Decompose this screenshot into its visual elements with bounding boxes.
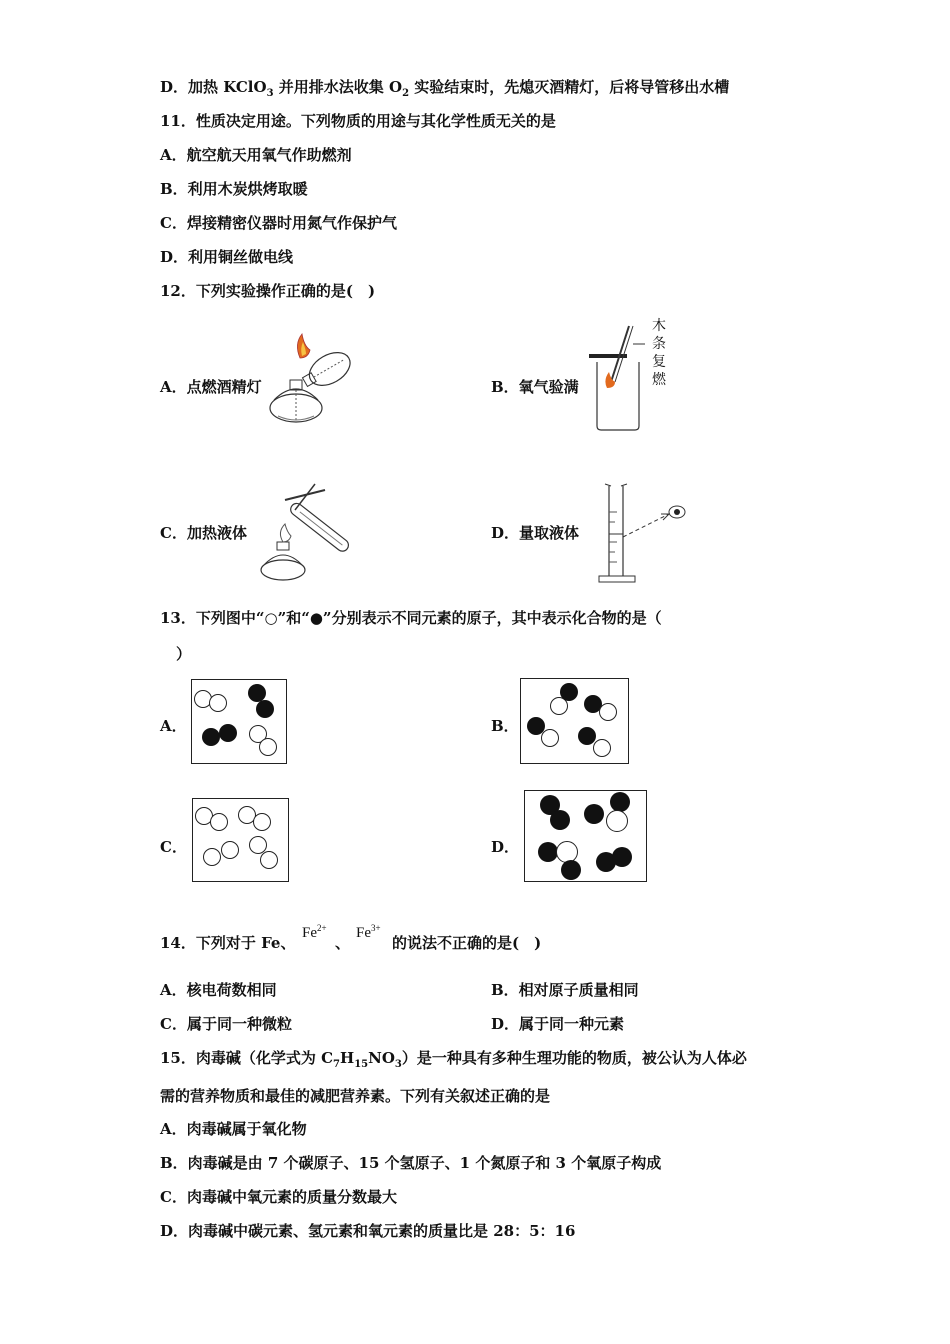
q12-option-b: B．氧气验满 bbox=[491, 378, 579, 396]
oxygen-test-figure bbox=[585, 322, 645, 432]
q14-stem-pre: 14．下列对于 Fe、 bbox=[160, 934, 296, 952]
q10-d-text-2: 并用排水法收集 O bbox=[273, 78, 403, 96]
q15-stem-line-2: 需的营养物质和最佳的减肥营养素。下列有关叙述正确的是 bbox=[160, 1087, 551, 1105]
q10-d-sub-1: 3 bbox=[266, 88, 274, 99]
q11-option-b: B．利用木炭烘烤取暖 bbox=[160, 180, 308, 198]
q15-formula-sub-h: 15 bbox=[354, 1059, 369, 1070]
q14-ion-fe3-charge: 3+ bbox=[371, 923, 381, 933]
q14-separator: 、 bbox=[335, 934, 351, 952]
measuring-cylinder-figure bbox=[597, 482, 692, 584]
q15-option-a: A．肉毒碱属于氧化物 bbox=[160, 1120, 307, 1138]
burning-label-char-3: 复 bbox=[652, 354, 666, 370]
q14-ion-fe2-charge: 2+ bbox=[317, 923, 327, 933]
burning-label-char-2: 条 bbox=[652, 336, 666, 352]
q13-stem-end: ） bbox=[176, 645, 192, 663]
q10-d-sub-2: 2 bbox=[402, 88, 410, 99]
q14-ion-fe3-symbol: Fe bbox=[356, 925, 371, 941]
q15-option-b: B．肉毒碱是由 7 个碳原子、15 个氢原子、1 个氮原子和 3 个氧原子构成 bbox=[160, 1154, 662, 1172]
molecule-diagram-c bbox=[192, 798, 289, 882]
q11-stem: 11．性质决定用途。下列物质的用途与其化学性质无关的是 bbox=[160, 112, 556, 130]
q11-option-d: D．利用铜丝做电线 bbox=[160, 248, 294, 266]
alcohol-lamp-lighting-figure bbox=[268, 330, 363, 430]
q15-option-c: C．肉毒碱中氧元素的质量分数最大 bbox=[160, 1188, 397, 1206]
q15-formula-h: H bbox=[340, 1049, 355, 1067]
q14-ion-fe2-symbol: Fe bbox=[302, 925, 317, 941]
q10-d-text-1: D．加热 KClO bbox=[160, 78, 267, 96]
q15-formula-sub-o: 3 bbox=[394, 1059, 402, 1070]
q15-option-d: D．肉毒碱中碳元素、氢元素和氧元素的质量比是 28：5：16 bbox=[160, 1222, 576, 1240]
q12-option-a: A．点燃酒精灯 bbox=[160, 378, 262, 396]
q13-stem: 13．下列图中“○”和“●”分别表示不同元素的原子，其中表示化合物的是（ bbox=[160, 609, 662, 627]
burning-label-char-4: 燃 bbox=[652, 372, 666, 388]
q10-option-d bbox=[160, 77, 729, 104]
q13-option-c: C． bbox=[160, 838, 187, 856]
q14-option-b: B．相对原子质量相同 bbox=[491, 981, 639, 999]
q11-option-c: C．焊接精密仪器时用氮气作保护气 bbox=[160, 214, 397, 232]
q14-ion-fe2 bbox=[302, 923, 327, 942]
heating-liquid-figure bbox=[255, 480, 365, 584]
q15-stem-pre: 15．肉毒碱（化学式为 C bbox=[160, 1049, 334, 1067]
q10-d-text-3: 实验结束时，先熄灭酒精灯，后将导管移出水槽 bbox=[409, 78, 730, 96]
q14-stem bbox=[160, 933, 295, 953]
q15-formula-no: NO bbox=[368, 1049, 395, 1067]
molecule-diagram-d bbox=[524, 790, 647, 882]
q12-stem: 12．下列实验操作正确的是( ) bbox=[160, 282, 376, 300]
burning-label-char-1: 木 bbox=[652, 318, 666, 334]
q13-option-b: B． bbox=[491, 717, 519, 735]
q13-option-a: A． bbox=[160, 717, 187, 735]
q12-option-d: D．量取液体 bbox=[491, 524, 580, 542]
q15-stem-post: ）是一种具有多种生理功能的物质，被公认为人体必 bbox=[401, 1049, 747, 1067]
q14-stem-post: 的说法不正确的是( ) bbox=[392, 934, 542, 952]
q14-ion-fe3 bbox=[356, 923, 381, 942]
q14-option-c: C．属于同一种微粒 bbox=[160, 1015, 292, 1033]
q14-option-a: A．核电荷数相同 bbox=[160, 981, 277, 999]
q12-option-c: C．加热液体 bbox=[160, 524, 247, 542]
molecule-diagram-b bbox=[520, 678, 629, 764]
q11-option-a: A．航空航天用氧气作助燃剂 bbox=[160, 146, 352, 164]
molecule-diagram-a bbox=[191, 679, 287, 764]
q15-formula-sub-c: 7 bbox=[333, 1059, 341, 1070]
q14-option-d: D．属于同一种元素 bbox=[491, 1015, 625, 1033]
q15-stem-line-1 bbox=[160, 1048, 747, 1075]
q13-option-d: D． bbox=[491, 838, 520, 856]
